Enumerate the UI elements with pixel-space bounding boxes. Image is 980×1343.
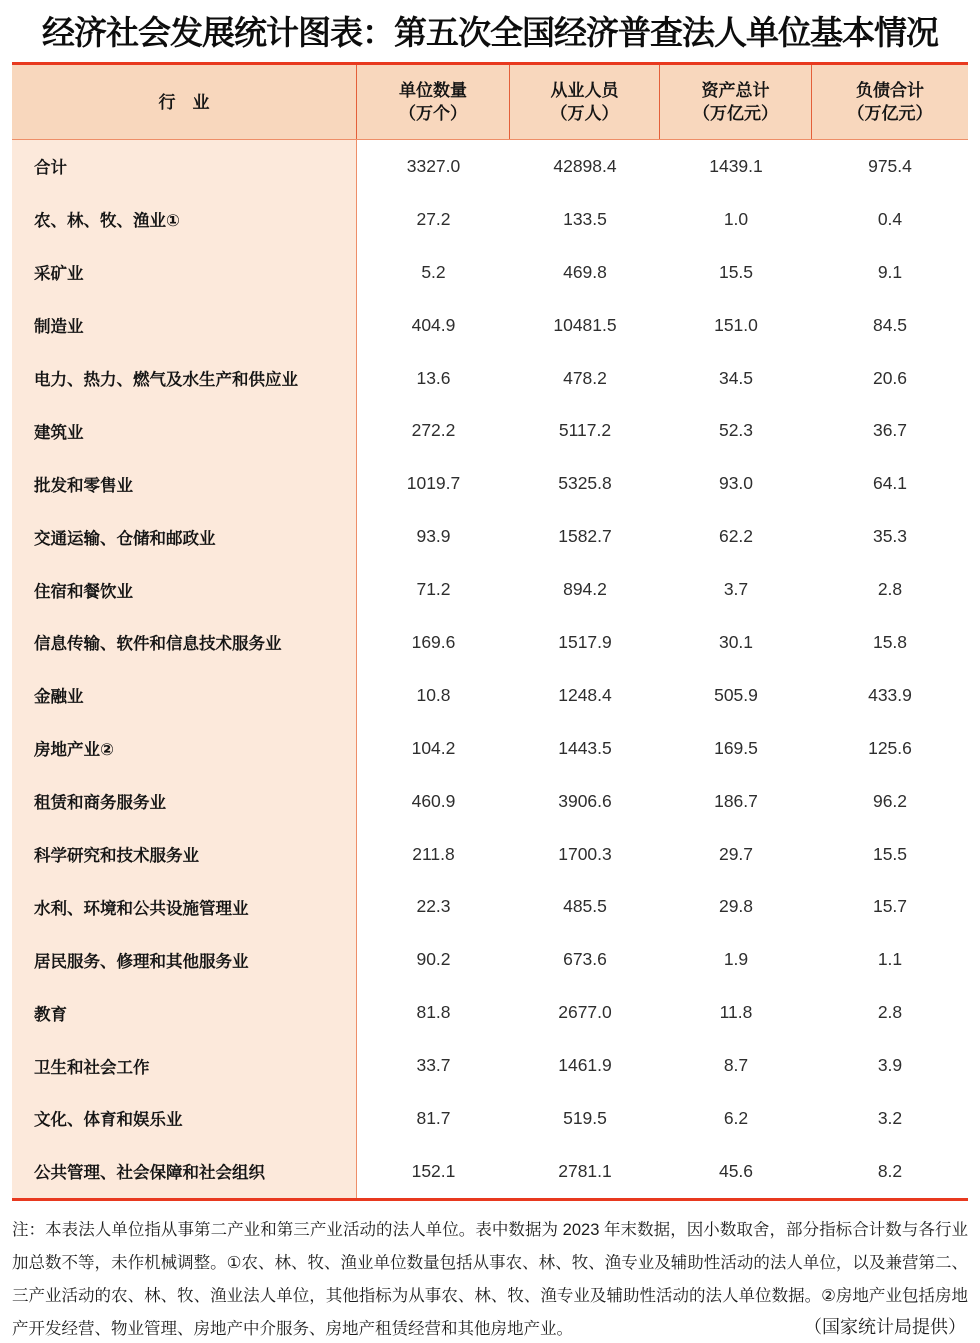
value-cell: 93.0 xyxy=(718,473,754,494)
value-cell: 460.9 xyxy=(411,790,456,811)
value-cell: 5.2 xyxy=(421,261,446,282)
value-cell: 485.5 xyxy=(563,896,607,917)
value-cell: 169.6 xyxy=(411,631,456,652)
value-cell: 29.8 xyxy=(718,896,754,917)
table-row xyxy=(12,352,968,405)
value-cell: 45.6 xyxy=(718,1160,754,1181)
value-cell: 125.6 xyxy=(868,737,912,758)
industry-cell: 公共管理、社会保障和社会组织 xyxy=(12,1145,357,1198)
industry-cell: 采矿业 xyxy=(12,246,357,299)
value-cell: 30.1 xyxy=(718,631,754,652)
table-row xyxy=(12,299,968,352)
table-body xyxy=(12,140,968,1198)
value-cell: 3327.0 xyxy=(406,155,461,176)
header-assets xyxy=(660,65,812,139)
value-cell: 894.2 xyxy=(563,579,607,600)
table-row xyxy=(12,1145,968,1198)
value-cell: 6.2 xyxy=(723,1107,749,1128)
value-cell: 151.0 xyxy=(714,314,758,335)
header-employees-label: 从业人员 xyxy=(550,81,619,100)
value-cell: 478.2 xyxy=(563,367,607,388)
table-row xyxy=(12,775,968,828)
value-cell: 64.1 xyxy=(872,473,908,494)
value-cell: 469.8 xyxy=(563,261,607,282)
value-cell: 35.3 xyxy=(872,526,908,547)
value-cell: 2.8 xyxy=(877,579,903,600)
industry-cell: 交通运输、仓储和邮政业 xyxy=(12,510,357,563)
value-cell: 211.8 xyxy=(412,843,455,864)
table-row xyxy=(12,246,968,299)
value-cell: 3.9 xyxy=(877,1055,903,1076)
value-cell: 15.8 xyxy=(872,631,908,652)
header-liabilities xyxy=(812,65,968,139)
value-cell: 42898.4 xyxy=(553,155,617,176)
value-cell: 152.1 xyxy=(411,1160,456,1181)
value-cell: 1700.3 xyxy=(558,843,612,864)
industry-cell: 卫生和社会工作 xyxy=(12,1039,357,1092)
value-cell: 2677.0 xyxy=(558,1002,612,1023)
industry-cell: 金融业 xyxy=(12,669,357,722)
industry-cell: 文化、体育和娱乐业 xyxy=(12,1092,357,1145)
header-unit-count xyxy=(357,65,510,139)
value-cell: 519.5 xyxy=(563,1107,607,1128)
value-cell: 15.5 xyxy=(872,843,908,864)
industry-cell: 住宿和餐饮业 xyxy=(12,563,357,616)
value-cell: 1019.7 xyxy=(406,473,461,494)
value-cell: 90.2 xyxy=(416,949,451,970)
value-cell: 3.7 xyxy=(723,579,749,600)
value-cell: 1.1 xyxy=(877,949,903,970)
value-cell: 1582.7 xyxy=(558,526,612,547)
value-cell: 272.2 xyxy=(411,420,456,441)
header-liabilities-label: 负债合计 xyxy=(856,81,924,100)
value-cell: 13.6 xyxy=(416,367,451,388)
value-cell: 71.2 xyxy=(416,579,451,600)
industry-cell: 信息传输、软件和信息技术服务业 xyxy=(12,616,357,669)
table-row xyxy=(12,563,968,616)
value-cell: 169.5 xyxy=(714,737,758,758)
header-liabilities-unit: （万亿元） xyxy=(847,104,933,123)
industry-cell: 租赁和商务服务业 xyxy=(12,775,357,828)
value-cell: 29.7 xyxy=(718,843,754,864)
value-cell: 673.6 xyxy=(563,949,607,970)
value-cell: 62.2 xyxy=(718,526,754,547)
value-cell: 0.4 xyxy=(877,208,903,229)
table-row xyxy=(12,722,968,775)
header-industry xyxy=(12,65,357,139)
header-industry-label: 行 业 xyxy=(158,92,210,112)
value-cell: 84.5 xyxy=(872,314,908,335)
value-cell: 8.2 xyxy=(877,1160,903,1181)
value-cell: 505.9 xyxy=(714,684,758,705)
table-row xyxy=(12,510,968,563)
industry-cell: 合计 xyxy=(12,140,357,193)
source-credit: （国家统计局提供） xyxy=(804,1317,966,1337)
table-row xyxy=(12,933,968,986)
value-cell: 2781.1 xyxy=(558,1160,612,1181)
table-row xyxy=(12,828,968,881)
value-cell: 975.4 xyxy=(868,155,912,176)
value-cell: 81.8 xyxy=(416,1002,451,1023)
table-row xyxy=(12,457,968,510)
table-row xyxy=(12,193,968,246)
header-assets-label: 资产总计 xyxy=(701,81,770,100)
table-header-row xyxy=(12,65,968,140)
value-cell: 1461.9 xyxy=(558,1055,612,1076)
value-cell: 404.9 xyxy=(411,314,456,335)
value-cell: 96.2 xyxy=(872,790,908,811)
value-cell: 133.5 xyxy=(563,208,607,229)
industry-cell: 房地产业② xyxy=(12,722,357,775)
industry-cell: 水利、环境和公共设施管理业 xyxy=(12,880,357,933)
value-cell: 15.5 xyxy=(718,261,754,282)
value-cell: 5117.2 xyxy=(558,420,612,441)
value-cell: 81.7 xyxy=(416,1107,451,1128)
industry-cell: 教育 xyxy=(12,986,357,1039)
table-row xyxy=(12,616,968,669)
value-cell: 15.7 xyxy=(872,896,908,917)
value-cell: 10481.5 xyxy=(553,314,617,335)
value-cell: 3906.6 xyxy=(558,790,612,811)
header-employees xyxy=(510,65,660,139)
value-cell: 27.2 xyxy=(416,208,451,229)
table-row xyxy=(12,404,968,457)
value-cell: 1248.4 xyxy=(558,684,612,705)
value-cell: 11.8 xyxy=(719,1002,753,1023)
industry-cell: 农、林、牧、渔业① xyxy=(12,193,357,246)
value-cell: 5325.8 xyxy=(558,473,612,494)
industry-cell: 居民服务、修理和其他服务业 xyxy=(12,933,357,986)
value-cell: 33.7 xyxy=(416,1055,451,1076)
statistics-table xyxy=(12,62,968,1201)
table-row xyxy=(12,880,968,933)
value-cell: 20.6 xyxy=(872,367,908,388)
value-cell: 52.3 xyxy=(718,420,754,441)
table-row xyxy=(12,986,968,1039)
value-cell: 104.2 xyxy=(411,737,456,758)
table-row xyxy=(12,1092,968,1145)
page-title: 经济社会发展统计图表：第五次全国经济普查法人单位基本情况 xyxy=(42,14,938,51)
value-cell: 1.0 xyxy=(723,208,749,229)
value-cell: 9.1 xyxy=(877,261,903,282)
value-cell: 1439.1 xyxy=(709,155,763,176)
footnote: 注：本表法人单位指从事第二产业和第三产业活动的法人单位。表中数据为 2023 年末数据，因小数取舍，部分指标合计数与各行业加总数不等，未作机械调整。①农、林、牧、渔业单位数量包括从事农、林、牧、渔专业及辅助性活动的法人单位，以及兼营第二、三产业活动的农、林、牧、渔业法人单位，其他指标为从事农、林、牧、渔专业及辅助性活动的法人单位数据。②房地产业包括房地产开发经营、物业管理、房地产中介服务、房地产租赁经营和其他房地产业。 xyxy=(12,1220,968,1338)
value-cell: 1517.9 xyxy=(558,631,612,652)
value-cell: 433.9 xyxy=(868,684,912,705)
header-unit-count-unit: （万个） xyxy=(399,104,467,123)
value-cell: 2.8 xyxy=(877,1002,903,1023)
table-row xyxy=(12,140,968,193)
value-cell: 34.5 xyxy=(718,367,754,388)
value-cell: 186.7 xyxy=(714,790,758,811)
value-cell: 8.7 xyxy=(723,1055,749,1076)
value-cell: 10.8 xyxy=(416,684,451,705)
header-employees-unit: （万人） xyxy=(550,104,619,123)
value-cell: 22.3 xyxy=(416,896,451,917)
industry-cell: 科学研究和技术服务业 xyxy=(12,828,357,881)
industry-cell: 批发和零售业 xyxy=(12,457,357,510)
table-row xyxy=(12,1039,968,1092)
industry-cell: 电力、热力、燃气及水生产和供应业 xyxy=(12,352,357,405)
header-assets-unit: （万亿元） xyxy=(693,104,778,123)
value-cell: 3.2 xyxy=(877,1107,903,1128)
value-cell: 93.9 xyxy=(416,526,451,547)
value-cell: 36.7 xyxy=(872,420,908,441)
industry-cell: 建筑业 xyxy=(12,404,357,457)
table-row xyxy=(12,669,968,722)
value-cell: 1.9 xyxy=(723,949,749,970)
industry-cell: 制造业 xyxy=(12,299,357,352)
header-unit-count-label: 单位数量 xyxy=(399,81,467,100)
value-cell: 1443.5 xyxy=(558,737,612,758)
